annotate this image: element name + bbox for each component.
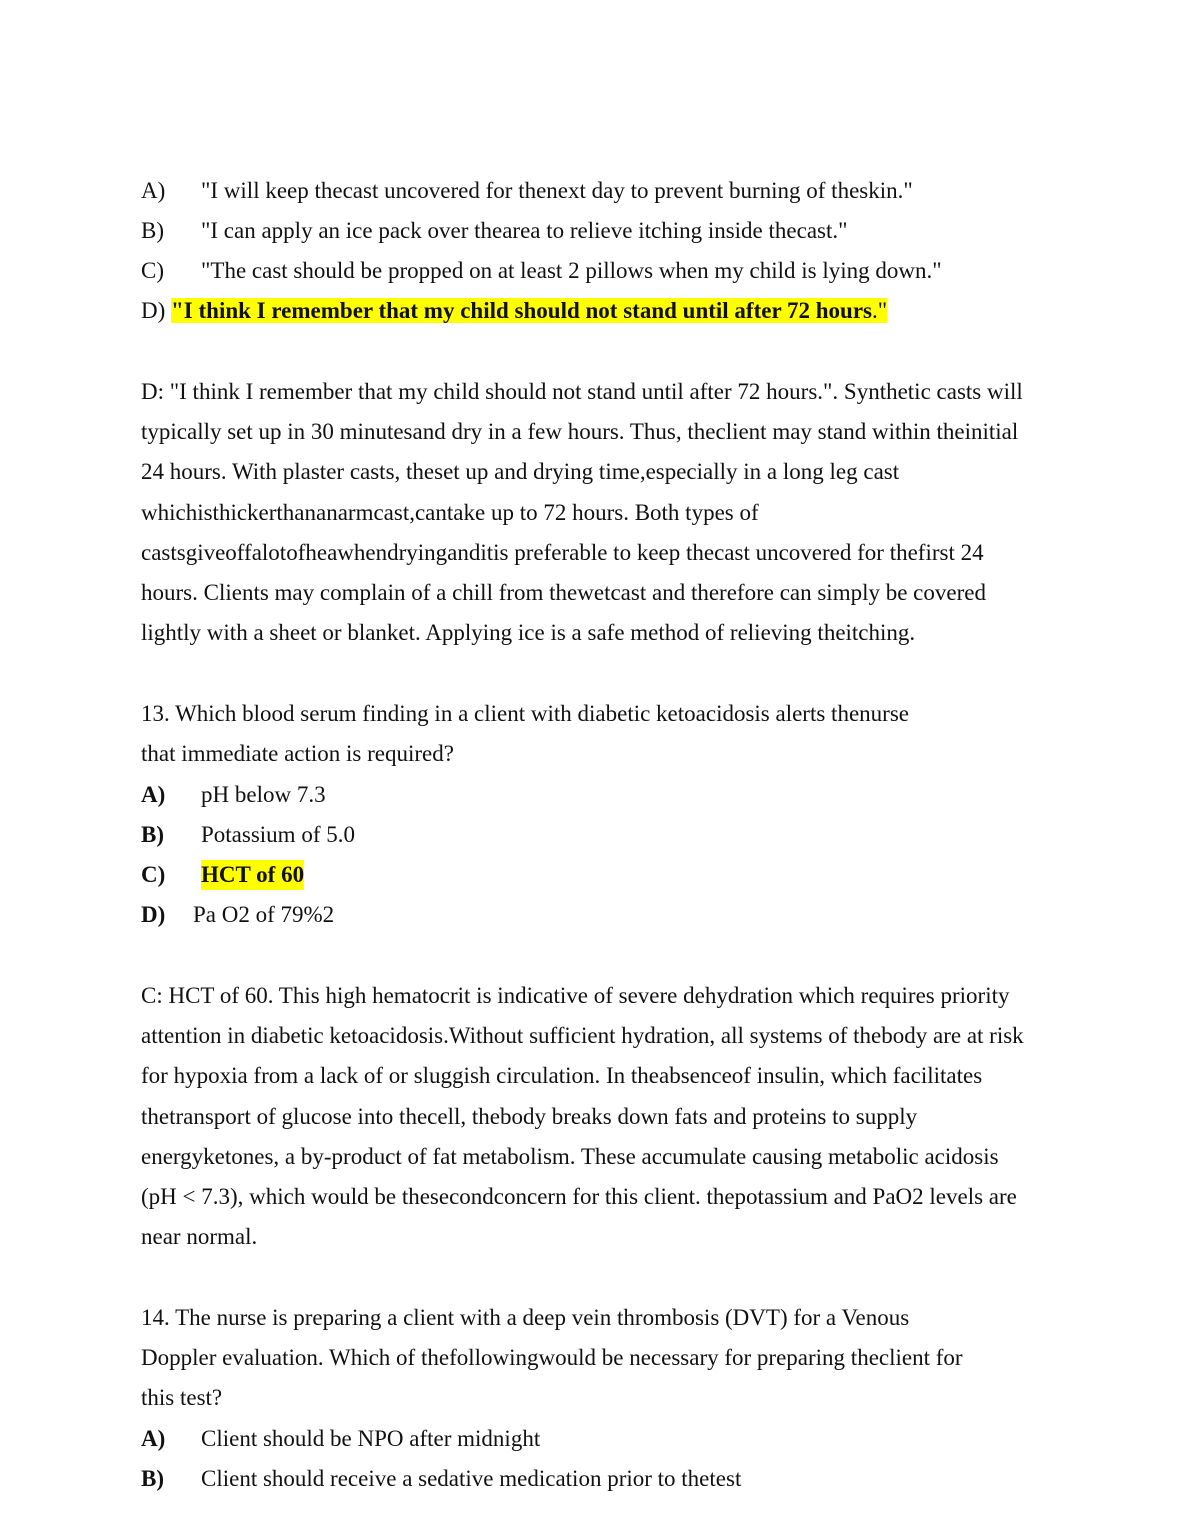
option-text: "I can apply an ice pack over thearea to relieve itching inside thecast." [201,218,848,243]
explanation-line: hours. Clients may complain of a chill from thewetcast and therefore can simply be covered [141,580,986,605]
explanation-line: thetransport of glucose into thecell, thebody breaks down fats and proteins to supply [141,1104,918,1129]
explanation-line: attention in diabetic ketoacidosis.Without sufficient hydration, all systems of thebody are at risk [141,1023,1024,1048]
option-label: C) [141,862,166,887]
option-label: A) [141,178,166,203]
highlighted-answer [171,298,887,323]
question-line: Doppler evaluation. Which of thefollowingwould be necessary for preparing theclient for [141,1345,963,1370]
option-label: B) [141,218,164,243]
option-text: Pa O2 of 79%2 [193,902,335,927]
option-label: A) [141,1426,166,1451]
explanation-line: whichisthickerthananarmcast,cantake up to 72 hours. Both types of [141,500,759,525]
option-label: C) [141,258,164,283]
explanation-line: energyketones, a by-product of fat metabolism. These accumulate causing metabolic acidosis [141,1144,999,1169]
option-label: B) [141,822,164,847]
option-label: D) [141,902,166,927]
answer-tail-text: ." [871,298,888,323]
option-text: Client should receive a sedative medication prior to thetest [201,1466,742,1491]
option-label: D) [141,298,166,323]
highlighted-answer: HCT of 60 [201,860,304,890]
explanation-line: for hypoxia from a lack of or sluggish circulation. In theabsenceof insulin, which facilitates [141,1063,983,1088]
explanation-line: lightly with a sheet or blanket. Applying ice is a safe method of relieving theitching. [141,620,916,645]
explanation-line: castsgiveoffalotofheawhendryinganditis preferable to keep thecast uncovered for thefirst 24 [141,540,984,565]
question-line: 14. The nurse is preparing a client with a deep vein thrombosis (DVT) for a Venous [141,1305,910,1330]
answer-bold-text: "I think I remember that my child should not stand until after 72 hours [171,298,872,323]
option-text: "The cast should be propped on at least 2 pillows when my child is lying down." [201,258,942,283]
explanation-line: typically set up in 30 minutesand dry in a few hours. Thus, theclient may stand within theinitial [141,419,1019,444]
option-text: Potassium of 5.0 [201,822,355,847]
question-line: 13. Which blood serum finding in a client with diabetic ketoacidosis alerts thenurse [141,701,909,726]
explanation-line: C: HCT of 60. This high hematocrit is indicative of severe dehydration which requires priority [141,983,1010,1008]
option-label: B) [141,1466,164,1491]
question-line: this test? [141,1385,223,1410]
explanation-line: near normal. [141,1224,258,1249]
option-text: "I will keep thecast uncovered for thenext day to prevent burning of theskin." [201,178,913,203]
option-text: Client should be NPO after midnight [201,1426,541,1451]
question-line: that immediate action is required? [141,741,454,766]
explanation-line: D: "I think I remember that my child should not stand until after 72 hours.". Synthetic casts will [141,379,1023,404]
correct-answer-line [141,296,887,326]
option-label: A) [141,782,166,807]
explanation-line: (pH < 7.3), which would be thesecondconcern for this client. thepotassium and PaO2 levels are [141,1184,1017,1209]
explanation-line: 24 hours. With plaster casts, theset up and drying time,especially in a long leg cast [141,459,900,484]
option-text: pH below 7.3 [201,782,326,807]
